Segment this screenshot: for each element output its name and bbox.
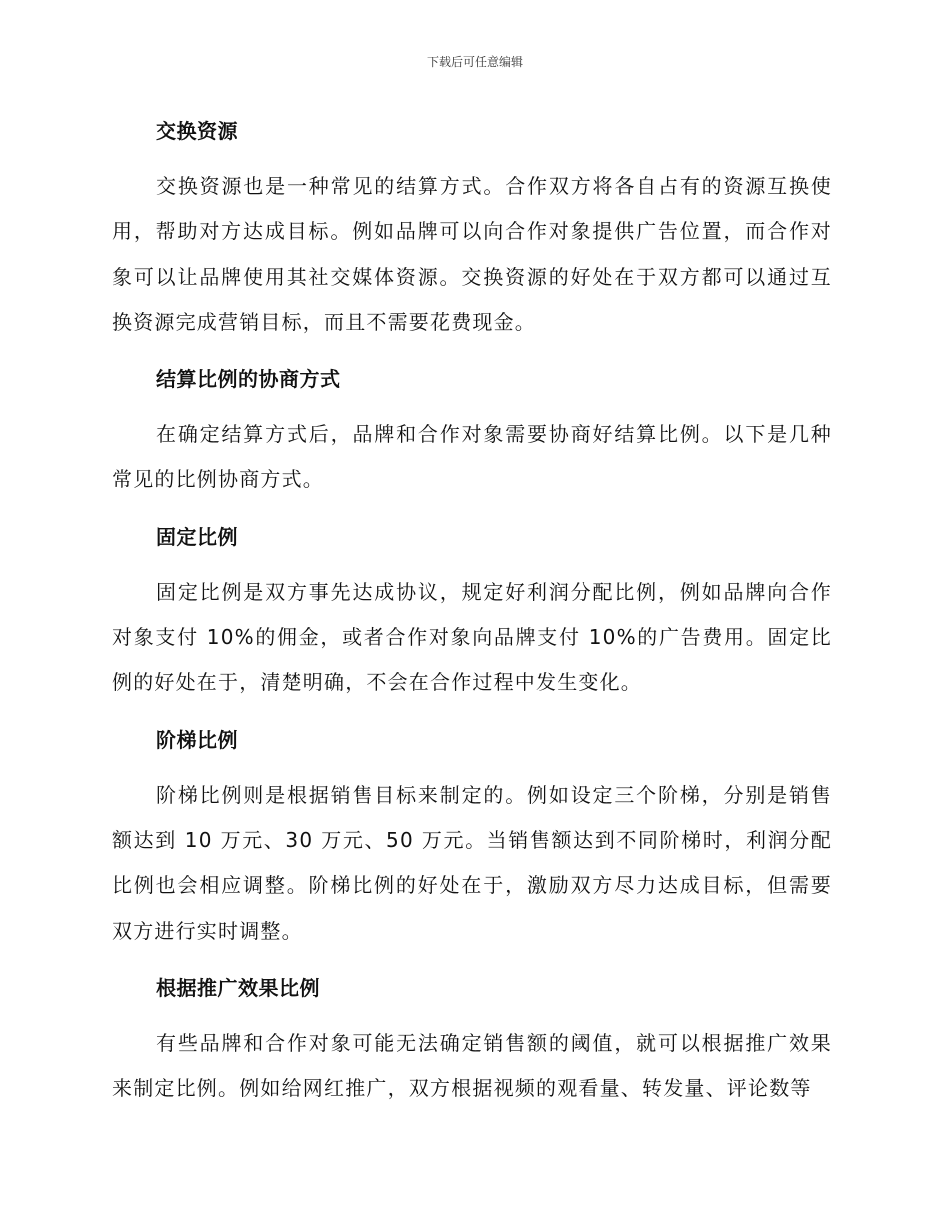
section-ratio-negotiation bbox=[112, 356, 832, 503]
section-fixed-ratio bbox=[112, 514, 832, 706]
section-heading: 阶梯比例 bbox=[156, 727, 238, 752]
section-heading: 根据推广效果比例 bbox=[156, 975, 320, 1000]
document-body bbox=[112, 108, 832, 1122]
section-heading: 交换资源 bbox=[156, 119, 238, 143]
section-heading: 结算比例的协商方式 bbox=[156, 367, 341, 392]
section-paragraph: 在确定结算方式后，品牌和合作对象需要协商好结算比例。以下是几种常见的比例协商方式。 bbox=[112, 422, 832, 492]
section-promotion-effect-ratio bbox=[112, 965, 832, 1112]
section-heading: 固定比例 bbox=[156, 524, 238, 549]
section-paragraph: 阶梯比例则是根据销售目标来制定的。例如设定三个阶梯，分别是销售额达到 10 万元、30 万元、50 万元。当销售额达到不同阶梯时，利润分配比例也会相应调整。阶梯比例的好处在于，激励双方尽力达成目标，但需要双方进行实时调整。 bbox=[112, 782, 832, 943]
section-paragraph: 有些品牌和合作对象可能无法确定销售额的阈值，就可以根据推广效果来制定比例。例如给网红推广，双方根据视频的观看量、转发量、评论数等 bbox=[112, 1030, 832, 1101]
page-header-note: 下载后可任意编辑 bbox=[426, 55, 523, 69]
section-exchange-resources bbox=[112, 108, 832, 345]
section-paragraph: 交换资源也是一种常见的结算方式。合作双方将各自占有的资源互换使用，帮助对方达成目标。例如品牌可以向合作对象提供广告位置，而合作对象可以让品牌使用其社交媒体资源。交换资源的好处在于双方都可以通过互换资源完成营销目标，而且不需要花费现金。 bbox=[112, 174, 832, 334]
section-paragraph: 固定比例是双方事先达成协议，规定好利润分配比例，例如品牌向合作对象支付 10%的佣金，或者合作对象向品牌支付 10%的广告费用。固定比例的好处在于，清楚明确，不会在合作过程中发生变化。 bbox=[112, 579, 832, 695]
section-tiered-ratio bbox=[112, 717, 832, 954]
